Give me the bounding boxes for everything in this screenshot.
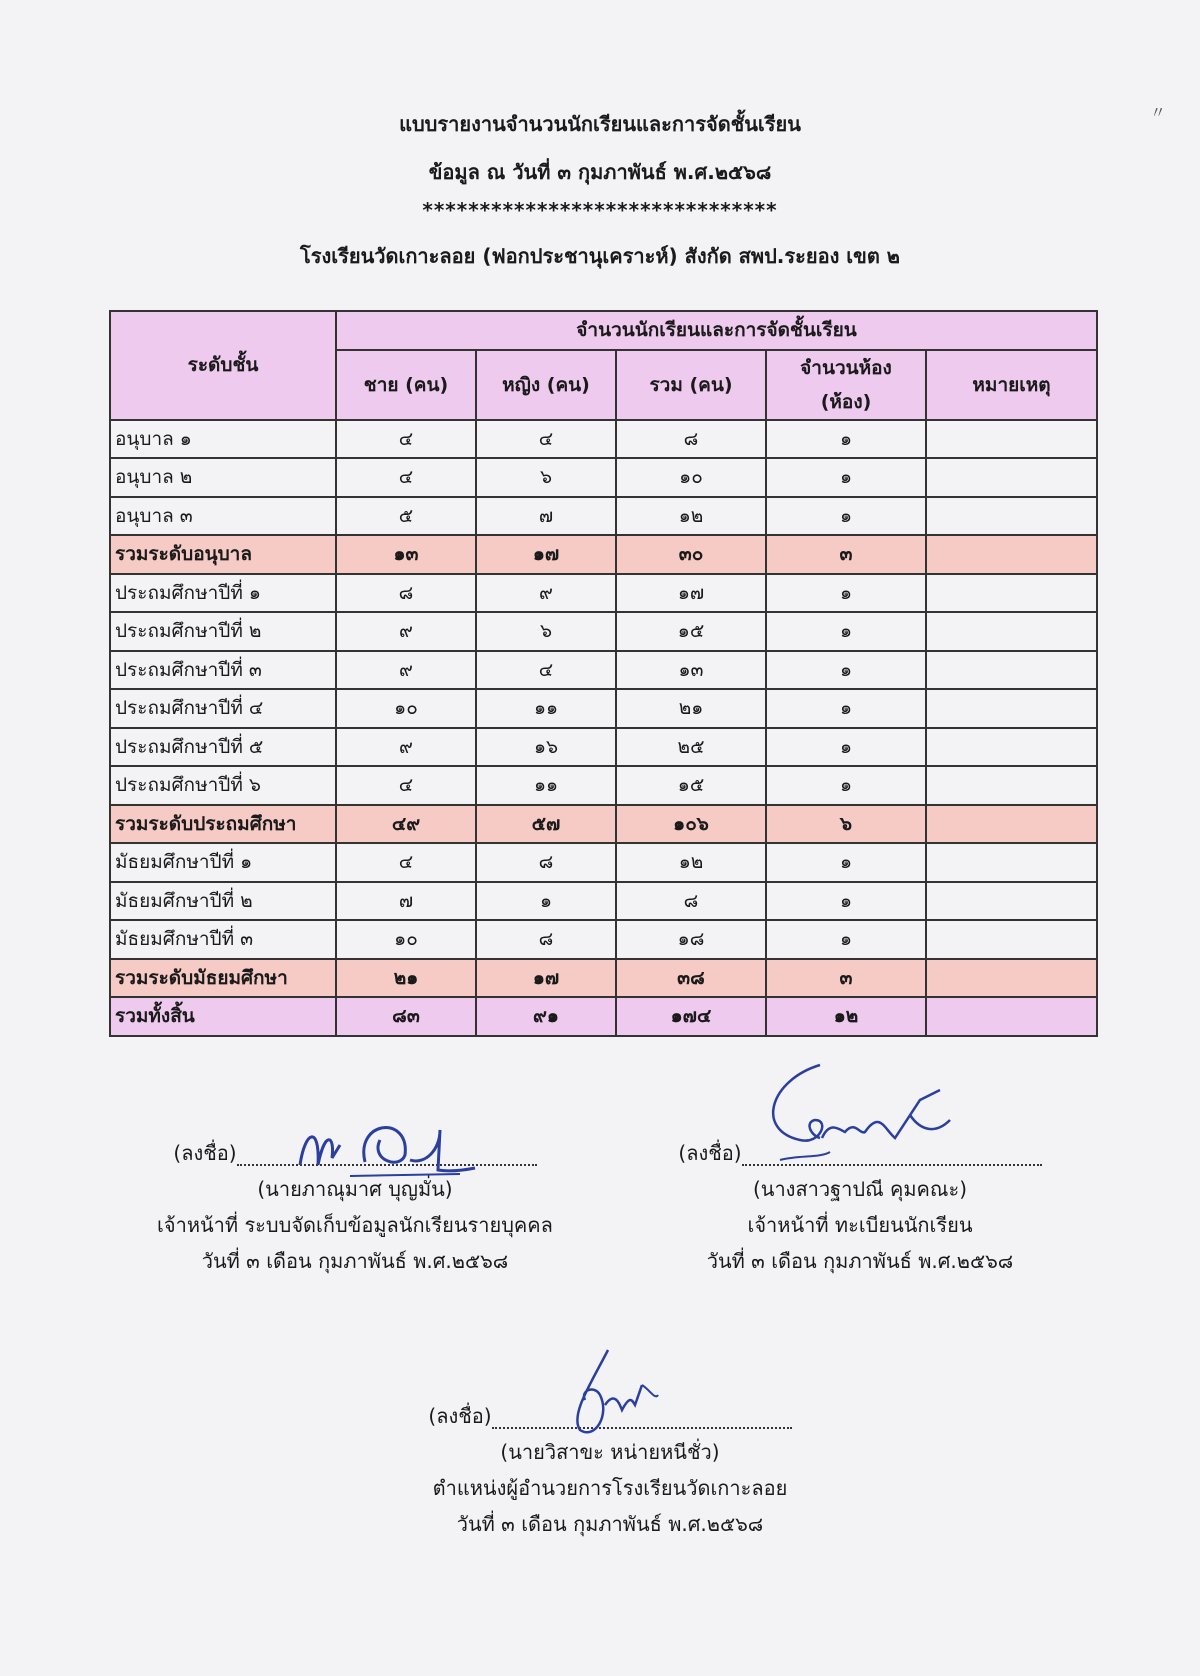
female-cell: ๔ bbox=[476, 420, 616, 459]
female-cell: ๙ bbox=[476, 574, 616, 613]
male-cell: ๗ bbox=[336, 882, 476, 921]
table-row bbox=[110, 458, 1097, 497]
subtotal-row bbox=[110, 959, 1097, 998]
total-cell: ๑๓ bbox=[616, 651, 766, 690]
female-header: หญิง (คน) bbox=[476, 350, 616, 420]
level-cell: รวมระดับมัธยมศึกษา bbox=[110, 959, 336, 998]
female-cell: ๑๗ bbox=[476, 959, 616, 998]
rooms-cell: ๓ bbox=[766, 535, 926, 574]
table-row bbox=[110, 689, 1097, 728]
male-cell: ๘ bbox=[336, 574, 476, 613]
level-cell: รวมระดับประถมศึกษา bbox=[110, 805, 336, 844]
note-cell bbox=[926, 920, 1097, 959]
female-cell: ๖ bbox=[476, 458, 616, 497]
male-cell: ๔ bbox=[336, 843, 476, 882]
rooms-cell: ๑ bbox=[766, 458, 926, 497]
sign-prefix: (ลงชื่อ) bbox=[678, 1141, 742, 1165]
sign-date: วันที่ ๓ เดือน กุมภาพันธ์ พ.ศ.๒๕๖๘ bbox=[706, 1249, 1014, 1273]
rooms-cell: ๑ bbox=[766, 574, 926, 613]
signer-position: ตำแหน่งผู้อำนวยการโรงเรียนวัดเกาะลอย bbox=[432, 1476, 788, 1500]
female-cell: ๑๑ bbox=[476, 689, 616, 728]
note-header: หมายเหตุ bbox=[926, 350, 1097, 420]
note-cell bbox=[926, 959, 1097, 998]
table-row bbox=[110, 728, 1097, 767]
group-header: จำนวนนักเรียนและการจัดชั้นเรียน bbox=[336, 311, 1097, 350]
total-cell: ๒๕ bbox=[616, 728, 766, 767]
female-cell: ๗ bbox=[476, 497, 616, 536]
male-cell: ๕ bbox=[336, 497, 476, 536]
note-cell bbox=[926, 766, 1097, 805]
table-row bbox=[110, 497, 1097, 536]
rooms-cell: ๑ bbox=[766, 843, 926, 882]
level-cell: อนุบาล ๒ bbox=[110, 458, 336, 497]
note-cell bbox=[926, 574, 1097, 613]
total-cell: ๒๑ bbox=[616, 689, 766, 728]
male-header: ชาย (คน) bbox=[336, 350, 476, 420]
level-cell: อนุบาล ๑ bbox=[110, 420, 336, 459]
total-cell: ๑๘ bbox=[616, 920, 766, 959]
rooms-cell: ๖ bbox=[766, 805, 926, 844]
table-row bbox=[110, 651, 1097, 690]
male-cell: ๔ bbox=[336, 420, 476, 459]
handwritten-signature-left bbox=[290, 1110, 490, 1190]
level-header: ระดับชั้น bbox=[110, 311, 336, 420]
total-cell: ๓๘ bbox=[616, 959, 766, 998]
male-cell: ๒๑ bbox=[336, 959, 476, 998]
school-line: โรงเรียนวัดเกาะลอย (ฟอกประชานุเคราะห์) สังกัด สพป.ระยอง เขต ๒ bbox=[300, 244, 900, 268]
note-cell bbox=[926, 420, 1097, 459]
note-cell bbox=[926, 535, 1097, 574]
total-cell: ๑๒ bbox=[616, 497, 766, 536]
female-cell: ๕๗ bbox=[476, 805, 616, 844]
level-cell: ประถมศึกษาปีที่ ๓ bbox=[110, 651, 336, 690]
female-cell: ๘ bbox=[476, 843, 616, 882]
note-cell bbox=[926, 882, 1097, 921]
rooms-cell: ๓ bbox=[766, 959, 926, 998]
rooms-cell: ๑ bbox=[766, 920, 926, 959]
male-cell: ๑๓ bbox=[336, 535, 476, 574]
signer-name: (นายวิสาขะ หน่ายหนีชั่ว) bbox=[500, 1440, 720, 1464]
sign-prefix: (ลงชื่อ) bbox=[173, 1141, 237, 1165]
male-cell: ๔ bbox=[336, 766, 476, 805]
corner-mark: 〃 bbox=[1150, 103, 1167, 122]
sign-prefix: (ลงชื่อ) bbox=[428, 1404, 492, 1428]
level-cell: อนุบาล ๓ bbox=[110, 497, 336, 536]
male-cell: ๙ bbox=[336, 651, 476, 690]
rooms-cell: ๑ bbox=[766, 420, 926, 459]
signer-position: เจ้าหน้าที่ ทะเบียนนักเรียน bbox=[747, 1213, 973, 1237]
signer-name: (นายภาณุมาศ บุญมั่น) bbox=[257, 1177, 453, 1201]
report-title: แบบรายงานจำนวนนักเรียนและการจัดชั้นเรียน bbox=[399, 112, 801, 136]
separator-stars: ******************************* bbox=[422, 198, 778, 222]
note-cell bbox=[926, 805, 1097, 844]
subtotal-row bbox=[110, 805, 1097, 844]
note-cell bbox=[926, 651, 1097, 690]
rooms-cell: ๑ bbox=[766, 728, 926, 767]
level-cell: มัธยมศึกษาปีที่ ๓ bbox=[110, 920, 336, 959]
level-cell: รวมทั้งสิ้น bbox=[110, 997, 336, 1036]
student-report-table bbox=[109, 310, 1098, 1037]
rooms-cell: ๑ bbox=[766, 651, 926, 690]
rooms-cell: ๑๒ bbox=[766, 997, 926, 1036]
table-row bbox=[110, 420, 1097, 459]
female-cell: ๑๗ bbox=[476, 535, 616, 574]
rooms-cell: ๑ bbox=[766, 612, 926, 651]
note-cell bbox=[926, 497, 1097, 536]
table-row bbox=[110, 612, 1097, 651]
note-cell bbox=[926, 997, 1097, 1036]
subtotal-row bbox=[110, 535, 1097, 574]
level-cell: ประถมศึกษาปีที่ ๔ bbox=[110, 689, 336, 728]
female-cell: ๘ bbox=[476, 920, 616, 959]
grand-total-row bbox=[110, 997, 1097, 1036]
total-cell: ๑๗๔ bbox=[616, 997, 766, 1036]
level-cell: ประถมศึกษาปีที่ ๖ bbox=[110, 766, 336, 805]
note-cell bbox=[926, 843, 1097, 882]
level-cell: ประถมศึกษาปีที่ ๒ bbox=[110, 612, 336, 651]
female-cell: ๔ bbox=[476, 651, 616, 690]
male-cell: ๙ bbox=[336, 728, 476, 767]
total-cell: ๑๐ bbox=[616, 458, 766, 497]
handwritten-signature-right bbox=[760, 1060, 960, 1180]
female-cell: ๑ bbox=[476, 882, 616, 921]
male-cell: ๙ bbox=[336, 612, 476, 651]
male-cell: ๔๙ bbox=[336, 805, 476, 844]
male-cell: ๘๓ bbox=[336, 997, 476, 1036]
table-row bbox=[110, 920, 1097, 959]
total-cell: ๑๕ bbox=[616, 612, 766, 651]
note-cell bbox=[926, 612, 1097, 651]
total-cell: ๘ bbox=[616, 420, 766, 459]
total-cell: ๑๕ bbox=[616, 766, 766, 805]
level-cell: มัธยมศึกษาปีที่ ๑ bbox=[110, 843, 336, 882]
total-cell: ๘ bbox=[616, 882, 766, 921]
male-cell: ๑๐ bbox=[336, 689, 476, 728]
level-cell: มัธยมศึกษาปีที่ ๒ bbox=[110, 882, 336, 921]
level-cell: ประถมศึกษาปีที่ ๑ bbox=[110, 574, 336, 613]
total-cell: ๑๗ bbox=[616, 574, 766, 613]
total-header: รวม (คน) bbox=[616, 350, 766, 420]
male-cell: ๑๐ bbox=[336, 920, 476, 959]
signer-name: (นางสาวฐาปณี คุมคณะ) bbox=[752, 1177, 968, 1201]
sign-date: วันที่ ๓ เดือน กุมภาพันธ์ พ.ศ.๒๕๖๘ bbox=[456, 1512, 764, 1536]
sign-date: วันที่ ๓ เดือน กุมภาพันธ์ พ.ศ.๒๕๖๘ bbox=[201, 1249, 509, 1273]
note-cell bbox=[926, 728, 1097, 767]
table-row bbox=[110, 574, 1097, 613]
note-cell bbox=[926, 458, 1097, 497]
handwritten-signature-bottom bbox=[560, 1345, 680, 1445]
female-cell: ๑๖ bbox=[476, 728, 616, 767]
total-cell: ๑๒ bbox=[616, 843, 766, 882]
report-date: ข้อมูล ณ วันที่ ๓ กุมภาพันธ์ พ.ศ.๒๕๖๘ bbox=[428, 160, 772, 184]
table-row bbox=[110, 843, 1097, 882]
total-cell: ๓๐ bbox=[616, 535, 766, 574]
level-cell: ประถมศึกษาปีที่ ๕ bbox=[110, 728, 336, 767]
total-cell: ๑๐๖ bbox=[616, 805, 766, 844]
rooms-cell: ๑ bbox=[766, 689, 926, 728]
table-row bbox=[110, 882, 1097, 921]
table-body bbox=[110, 420, 1097, 1036]
note-cell bbox=[926, 689, 1097, 728]
female-cell: ๖ bbox=[476, 612, 616, 651]
female-cell: ๑๑ bbox=[476, 766, 616, 805]
male-cell: ๔ bbox=[336, 458, 476, 497]
rooms-header: จำนวนห้อง (ห้อง) bbox=[766, 350, 926, 420]
rooms-cell: ๑ bbox=[766, 882, 926, 921]
signer-position: เจ้าหน้าที่ ระบบจัดเก็บข้อมูลนักเรียนรายบุคคล bbox=[157, 1213, 553, 1237]
table-row bbox=[110, 766, 1097, 805]
level-cell: รวมระดับอนุบาล bbox=[110, 535, 336, 574]
rooms-cell: ๑ bbox=[766, 497, 926, 536]
rooms-cell: ๑ bbox=[766, 766, 926, 805]
female-cell: ๙๑ bbox=[476, 997, 616, 1036]
